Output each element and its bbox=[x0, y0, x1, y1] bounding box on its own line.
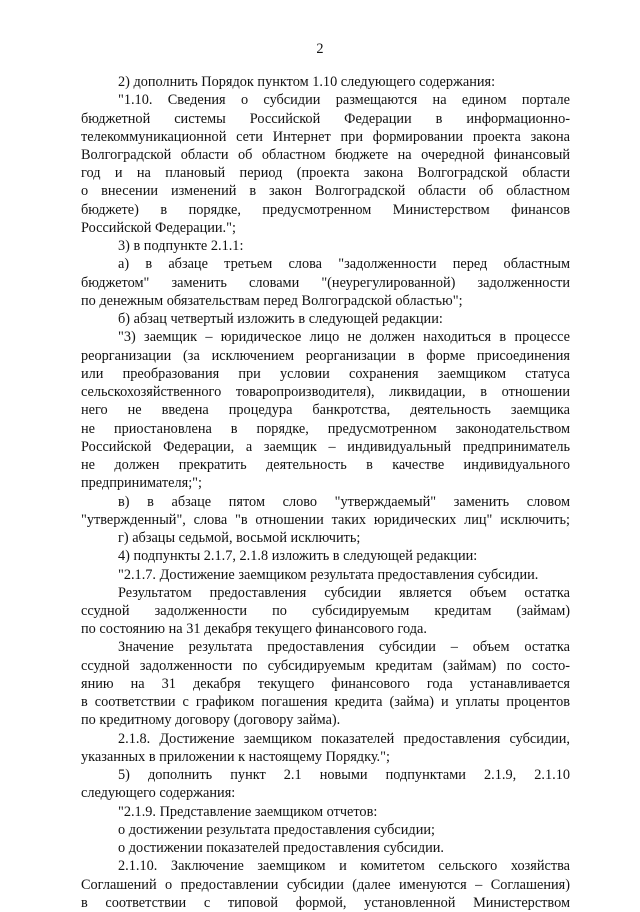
text-line: по денежным обязательствам перед Волгоградской областью"; bbox=[81, 292, 463, 309]
text-line: о внесении изменений в закон Волгоградской области об областном bbox=[81, 183, 570, 200]
text-line: 2.1.8. Достижение заемщиком показателей предоставления субсидии, bbox=[118, 730, 570, 747]
text-line: "1.10. Сведения о субсидии размещаются на едином портале bbox=[118, 92, 570, 109]
text-line: в соответствии с типовой формой, установленной Министерством bbox=[81, 894, 570, 911]
text-line: в) в абзаце пятом слово "утверждаемый" заменить словом bbox=[118, 493, 570, 510]
text-line: телекоммуникационной сети Интернет при формировании проекта закона bbox=[81, 128, 570, 145]
text-line: следующего содержания: bbox=[81, 785, 236, 802]
text-line: Российской Федерации, а заемщик – индивидуальный предприниматель bbox=[81, 438, 570, 455]
text-line: Результатом предоставления субсидии является объем остатка bbox=[118, 584, 570, 601]
text-line: а) в абзаце третьем слова "задолженности перед областным bbox=[118, 256, 570, 273]
text-line: по состоянию на 31 декабря текущего финансового года. bbox=[81, 621, 427, 638]
text-line: бюджетной системы Российской Федерации в информационно- bbox=[81, 110, 570, 127]
page-number: 2 bbox=[316, 41, 324, 57]
text-line: г) абзацы седьмой, восьмой исключить; bbox=[118, 530, 361, 546]
text-line: 2) дополнить Порядок пунктом 1.10 следующего содержания: bbox=[118, 74, 496, 90]
text-line: в соответствии с графиком погашения кредита (займа) и уплаты процентов bbox=[81, 694, 570, 711]
text-line: Соглашений о предоставлении субсидии (далее именуются – Соглашения) bbox=[81, 876, 570, 893]
text-line: 2.1.10. Заключение заемщиком и комитетом сельского хозяйства bbox=[118, 858, 570, 875]
text-line: не приостановлена в порядке, предусмотренном законодательством bbox=[81, 420, 570, 437]
text-line: "2.1.9. Представление заемщиком отчетов: bbox=[118, 803, 378, 820]
text-line: предпринимателя;"; bbox=[81, 475, 202, 492]
text-line: Российской Федерации."; bbox=[81, 219, 236, 236]
text-line: о достижении показателей предоставления субсидии. bbox=[118, 840, 444, 857]
text-line: 3) в подпункте 2.1.1: bbox=[118, 238, 244, 255]
text-line: бюджете) в порядке, предусмотренном Министерством финансов bbox=[81, 201, 570, 218]
text-line: реорганизации (за исключением реорганизации в форме присоединения bbox=[81, 347, 570, 364]
text-line: ссудной задолженности по субсидируемым кредитам (займам) bbox=[81, 603, 570, 619]
text-line: ссудной задолженности по субсидируемым кредитам (займам) по состо- bbox=[81, 657, 570, 674]
text-line: или преобразования при условии сохранения заемщиком статуса bbox=[81, 365, 570, 382]
text-line: по кредитному договору (договору займа). bbox=[81, 712, 341, 729]
text-line: Значение результата предоставления субсидии – объем остатка bbox=[118, 639, 570, 656]
text-line: янию на 31 декабря текущего финансового года устанавливается bbox=[81, 675, 570, 692]
text-line: Волгоградской области об областном бюджете на очередной финансовый bbox=[81, 147, 570, 163]
text-line: сельскохозяйственного товаропроизводителя), ликвидации, в отношении bbox=[81, 384, 570, 401]
text-line: год и на плановый период (проекта закона Волгоградской области bbox=[81, 165, 570, 182]
text-line: 4) подпункты 2.1.7, 2.1.8 изложить в следующей редакции: bbox=[118, 548, 478, 565]
text-line: б) абзац четвертый изложить в следующей редакции: bbox=[118, 311, 443, 328]
text-line: о достижении результата предоставления субсидии; bbox=[118, 821, 435, 838]
text-line: не должен прекратить деятельность в качестве индивидуального bbox=[81, 457, 570, 473]
text-line: "2.1.7. Достижение заемщиком результата предоставления субсидии. bbox=[118, 566, 539, 583]
text-line: бюджетом" заменить словами "(неурегулированной) задолженности bbox=[81, 274, 570, 291]
text-line: 5) дополнить пункт 2.1 новыми подпунктами 2.1.9, 2.1.10 bbox=[118, 767, 570, 784]
text-line: него не введена процедура банкротства, деятельность заемщика bbox=[81, 402, 570, 419]
text-line: "3) заемщик – юридическое лицо не должен находиться в процессе bbox=[118, 329, 570, 346]
text-line: "утвержденный", слова "в отношении таких юридических лиц" исключить; bbox=[81, 511, 570, 528]
text-line: указанных в приложении к настоящему Порядку."; bbox=[81, 748, 390, 765]
